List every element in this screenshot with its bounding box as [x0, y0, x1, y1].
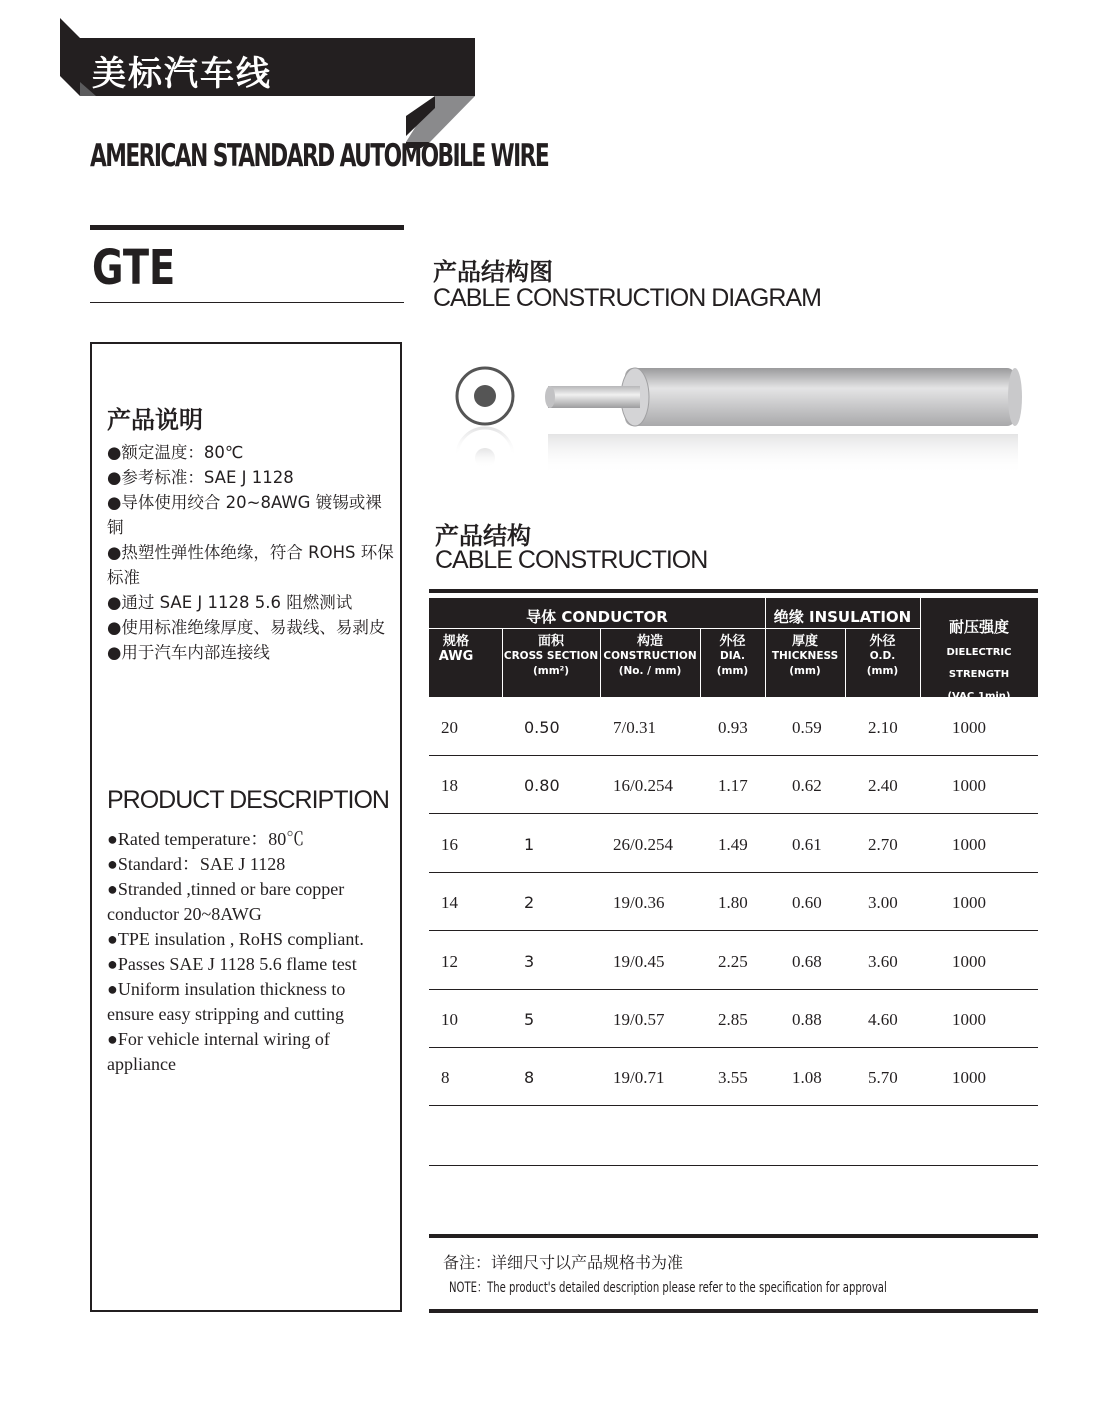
column-header-awg: 规格 AWG [438, 634, 474, 664]
cell-dia: 1.49 [718, 834, 748, 854]
list-item: ●通过 SAE J 1128 5.6 阻燃测试 [107, 593, 353, 612]
cell-dia: 1.17 [718, 776, 748, 796]
diagram-title-en: CABLE CONSTRUCTION DIAGRAM [433, 284, 821, 312]
cell-awg: 10 [441, 1010, 458, 1029]
page-title-cn: 美标汽车线 [92, 54, 272, 94]
cable-diagram [440, 356, 1040, 486]
cell-cross: 0.50 [524, 718, 560, 737]
divider [90, 302, 404, 303]
cell-dia: 2.25 [718, 951, 748, 971]
list-item: ●For vehicle internal wiring of appliance [107, 1029, 330, 1074]
list-item: ●用于汽车内部连接线 [107, 643, 270, 662]
cell-awg: 14 [441, 893, 458, 913]
cell-od: 3.60 [868, 951, 898, 971]
cell-construction: 19/0.36 [613, 893, 665, 913]
note-cn: 备注：详细尺寸以产品规格书为准 [443, 1253, 684, 1272]
cell-cross: 1 [524, 834, 535, 854]
column-header-cross-section: 面积 CROSS SECTION (mm²) [503, 634, 599, 677]
cell-dielectric: 1000 [952, 718, 986, 737]
cell-dielectric: 1000 [952, 1010, 986, 1029]
column-group-conductor: 导体 CONDUCTOR [526, 608, 668, 626]
cell-dia: 3.55 [718, 1068, 748, 1088]
cell-dielectric: 1000 [952, 1068, 986, 1088]
description-title-en: PRODUCT DESCRIPTION [107, 786, 389, 814]
description-list-en [107, 827, 395, 1077]
list-item: ●Standard：SAE J 1128 [107, 854, 286, 874]
column-header-construction: 构造 CONSTRUCTION (No. / mm) [603, 634, 697, 677]
list-item: ●Uniform insulation thickness to ensure easy stripping and cutting [107, 979, 346, 1024]
description-list-cn [107, 440, 397, 665]
model-name: GTE [92, 240, 176, 296]
cell-cross: 5 [524, 1010, 535, 1029]
cell-awg: 8 [441, 1068, 450, 1088]
table-row [429, 756, 1038, 814]
column-group-insulation: 绝缘 INSULATION [773, 608, 912, 626]
cell-construction: 26/0.254 [613, 834, 673, 854]
cell-thickness: 0.59 [792, 718, 822, 737]
cell-dielectric: 1000 [952, 776, 986, 796]
cell-cross: 0.80 [524, 776, 560, 796]
cell-thickness: 0.60 [792, 893, 822, 913]
cell-thickness: 1.08 [792, 1068, 822, 1088]
cell-construction: 19/0.71 [613, 1068, 665, 1088]
cell-cross: 2 [524, 893, 535, 913]
note-en: NOTE：The product's detailed description please refer to the specification for approval [449, 1280, 887, 1296]
cell-construction: 19/0.57 [613, 1010, 665, 1029]
cell-construction: 7/0.31 [613, 718, 656, 737]
list-item: ●额定温度：80℃ [107, 443, 244, 462]
divider [90, 225, 404, 230]
column-header-thickness: 厚度 THICKNESS (mm) [771, 634, 839, 677]
cell-dielectric: 1000 [952, 893, 986, 913]
cell-thickness: 0.62 [792, 776, 822, 796]
cell-dia: 1.80 [718, 893, 748, 913]
cell-dielectric: 1000 [952, 951, 986, 971]
cell-awg: 12 [441, 951, 458, 971]
cell-od: 3.00 [868, 893, 898, 913]
table-row [429, 990, 1038, 1048]
list-item: ●使用标准绝缘厚度、易裁线、易剥皮 [107, 618, 386, 637]
column-header-dia: 外径 DIA. (mm) [716, 634, 749, 677]
cell-od: 4.60 [868, 1010, 898, 1029]
table-row-empty [429, 1108, 1038, 1166]
cell-od: 2.40 [868, 776, 898, 796]
cell-cross: 3 [524, 951, 535, 971]
description-title-cn: 产品说明 [107, 406, 203, 434]
cell-thickness: 0.68 [792, 951, 822, 971]
column-header-od: 外径 O.D. (mm) [866, 634, 899, 677]
column-group-dielectric: 耐压强度 [948, 618, 1009, 636]
cell-construction: 19/0.45 [613, 951, 665, 971]
cell-dia: 2.85 [718, 1010, 748, 1029]
list-item: ●导体使用绞合 20~8AWG 镀锡或裸铜 [107, 493, 382, 537]
cell-od: 5.70 [868, 1068, 898, 1088]
table-row [429, 815, 1038, 873]
cell-cross: 8 [524, 1068, 535, 1088]
cell-od: 2.10 [868, 718, 898, 737]
cell-thickness: 0.61 [792, 834, 822, 854]
divider [429, 589, 1038, 593]
column-header-dielectric: DIELECTRIC STRENGTH (VAC,1min) [946, 647, 1012, 702]
table-row [429, 1048, 1038, 1106]
divider [429, 1234, 1038, 1238]
table-row [429, 873, 1038, 931]
diagram-title-cn: 产品结构图 [433, 258, 553, 286]
cell-thickness: 0.88 [792, 1010, 822, 1029]
cell-awg: 20 [441, 718, 458, 737]
list-item: ●Stranded ,tinned or bare copper conductor 20~8AWG [107, 879, 345, 924]
construction-title-cn: 产品结构 [435, 522, 531, 550]
divider [429, 1309, 1038, 1313]
cell-awg: 16 [441, 834, 458, 854]
table-row [429, 932, 1038, 990]
cell-od: 2.70 [868, 834, 898, 854]
cell-dielectric: 1000 [952, 834, 986, 854]
construction-title-en: CABLE CONSTRUCTION [435, 546, 708, 574]
table-row [429, 698, 1038, 756]
list-item: ●热塑性弹性体绝缘，符合 ROHS 环保标准 [107, 543, 394, 587]
list-item: ●Passes SAE J 1128 5.6 flame test [107, 954, 357, 974]
cell-dia: 0.93 [718, 718, 748, 737]
list-item: ●TPE insulation , RoHS compliant. [107, 929, 364, 949]
list-item: ●Rated temperature：80℃ [107, 829, 305, 849]
list-item: ●参考标准：SAE J 1128 [107, 468, 294, 487]
cell-construction: 16/0.254 [613, 776, 673, 796]
cell-awg: 18 [441, 776, 458, 796]
page-title-en: AMERICAN STANDARD AUTOMOBILE WIRE [90, 138, 549, 174]
